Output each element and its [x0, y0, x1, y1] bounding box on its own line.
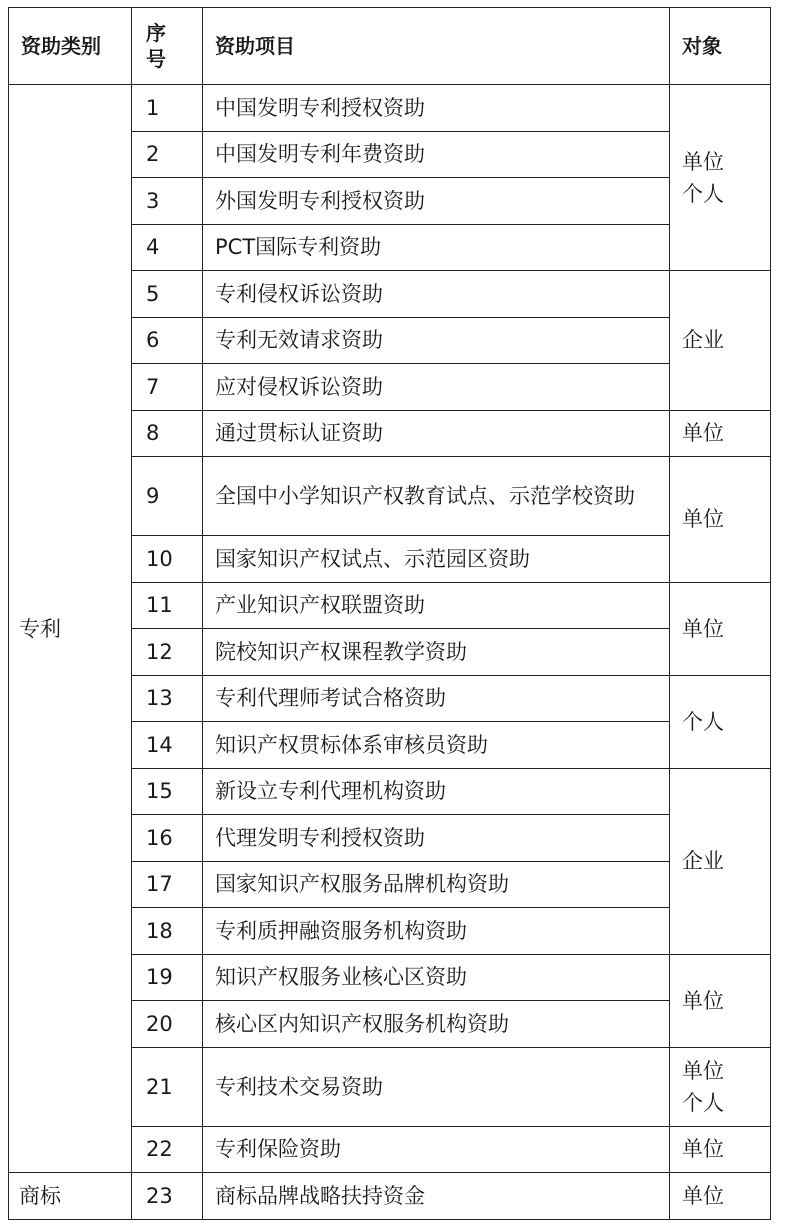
row-no: 7	[132, 364, 203, 411]
row-no: 6	[132, 317, 203, 364]
target-cell: 单位	[670, 1173, 771, 1220]
row-no: 17	[132, 861, 203, 908]
header-category: 资助类别	[9, 8, 132, 85]
row-item: PCT国际专利资助	[203, 224, 670, 271]
row-no: 22	[132, 1126, 203, 1173]
row-no: 8	[132, 410, 203, 457]
target-cell: 单位	[670, 1126, 771, 1173]
target-cell: 企业	[670, 271, 771, 411]
target-cell: 单位	[670, 954, 771, 1047]
row-item: 专利技术交易资助	[203, 1047, 670, 1126]
row-item: 专利无效请求资助	[203, 317, 670, 364]
header-no-text: 序号	[146, 21, 166, 71]
target-cell: 单位 个人	[670, 1047, 771, 1126]
row-item: 国家知识产权试点、示范园区资助	[203, 536, 670, 583]
row-no: 18	[132, 908, 203, 955]
row-item: 商标品牌战略扶持资金	[203, 1173, 670, 1220]
row-no: 21	[132, 1047, 203, 1126]
row-no: 20	[132, 1001, 203, 1048]
row-item: 专利代理师考试合格资助	[203, 675, 670, 722]
row-item: 产业知识产权联盟资助	[203, 582, 670, 629]
row-item: 专利侵权诉讼资助	[203, 271, 670, 318]
row-no: 2	[132, 131, 203, 178]
row-no: 4	[132, 224, 203, 271]
target-cell: 个人	[670, 675, 771, 768]
row-no: 10	[132, 536, 203, 583]
row-item: 中国发明专利授权资助	[203, 85, 670, 132]
target-cell: 单位	[670, 582, 771, 675]
header-no	[132, 8, 203, 85]
row-no: 16	[132, 815, 203, 862]
header-item: 资助项目	[203, 8, 670, 85]
table-row	[9, 85, 771, 132]
row-no: 9	[132, 457, 203, 536]
row-no: 13	[132, 675, 203, 722]
row-item: 应对侵权诉讼资助	[203, 364, 670, 411]
funding-table	[8, 7, 771, 1220]
category-cell: 专利	[9, 85, 132, 1173]
row-no: 15	[132, 768, 203, 815]
row-item: 全国中小学知识产权教育试点、示范学校资助	[203, 457, 670, 536]
row-item: 专利质押融资服务机构资助	[203, 908, 670, 955]
row-no: 11	[132, 582, 203, 629]
target-cell: 单位 个人	[670, 85, 771, 271]
row-no: 23	[132, 1173, 203, 1220]
row-item: 新设立专利代理机构资助	[203, 768, 670, 815]
row-no: 19	[132, 954, 203, 1001]
header-target: 对象	[670, 8, 771, 85]
row-item: 院校知识产权课程教学资助	[203, 629, 670, 676]
row-no: 1	[132, 85, 203, 132]
row-item: 知识产权服务业核心区资助	[203, 954, 670, 1001]
row-no: 3	[132, 178, 203, 225]
row-item: 知识产权贯标体系审核员资助	[203, 722, 670, 769]
row-item: 专利保险资助	[203, 1126, 670, 1173]
row-no: 12	[132, 629, 203, 676]
target-cell: 企业	[670, 768, 771, 954]
table-row	[9, 1173, 771, 1220]
category-cell: 商标	[9, 1173, 132, 1220]
row-item: 代理发明专利授权资助	[203, 815, 670, 862]
row-item: 中国发明专利年费资助	[203, 131, 670, 178]
row-no: 14	[132, 722, 203, 769]
target-cell: 单位	[670, 410, 771, 457]
row-item: 核心区内知识产权服务机构资助	[203, 1001, 670, 1048]
table-header-row	[9, 8, 771, 85]
target-cell: 单位	[670, 457, 771, 583]
row-no: 5	[132, 271, 203, 318]
row-item: 外国发明专利授权资助	[203, 178, 670, 225]
row-item: 通过贯标认证资助	[203, 410, 670, 457]
row-item: 国家知识产权服务品牌机构资助	[203, 861, 670, 908]
